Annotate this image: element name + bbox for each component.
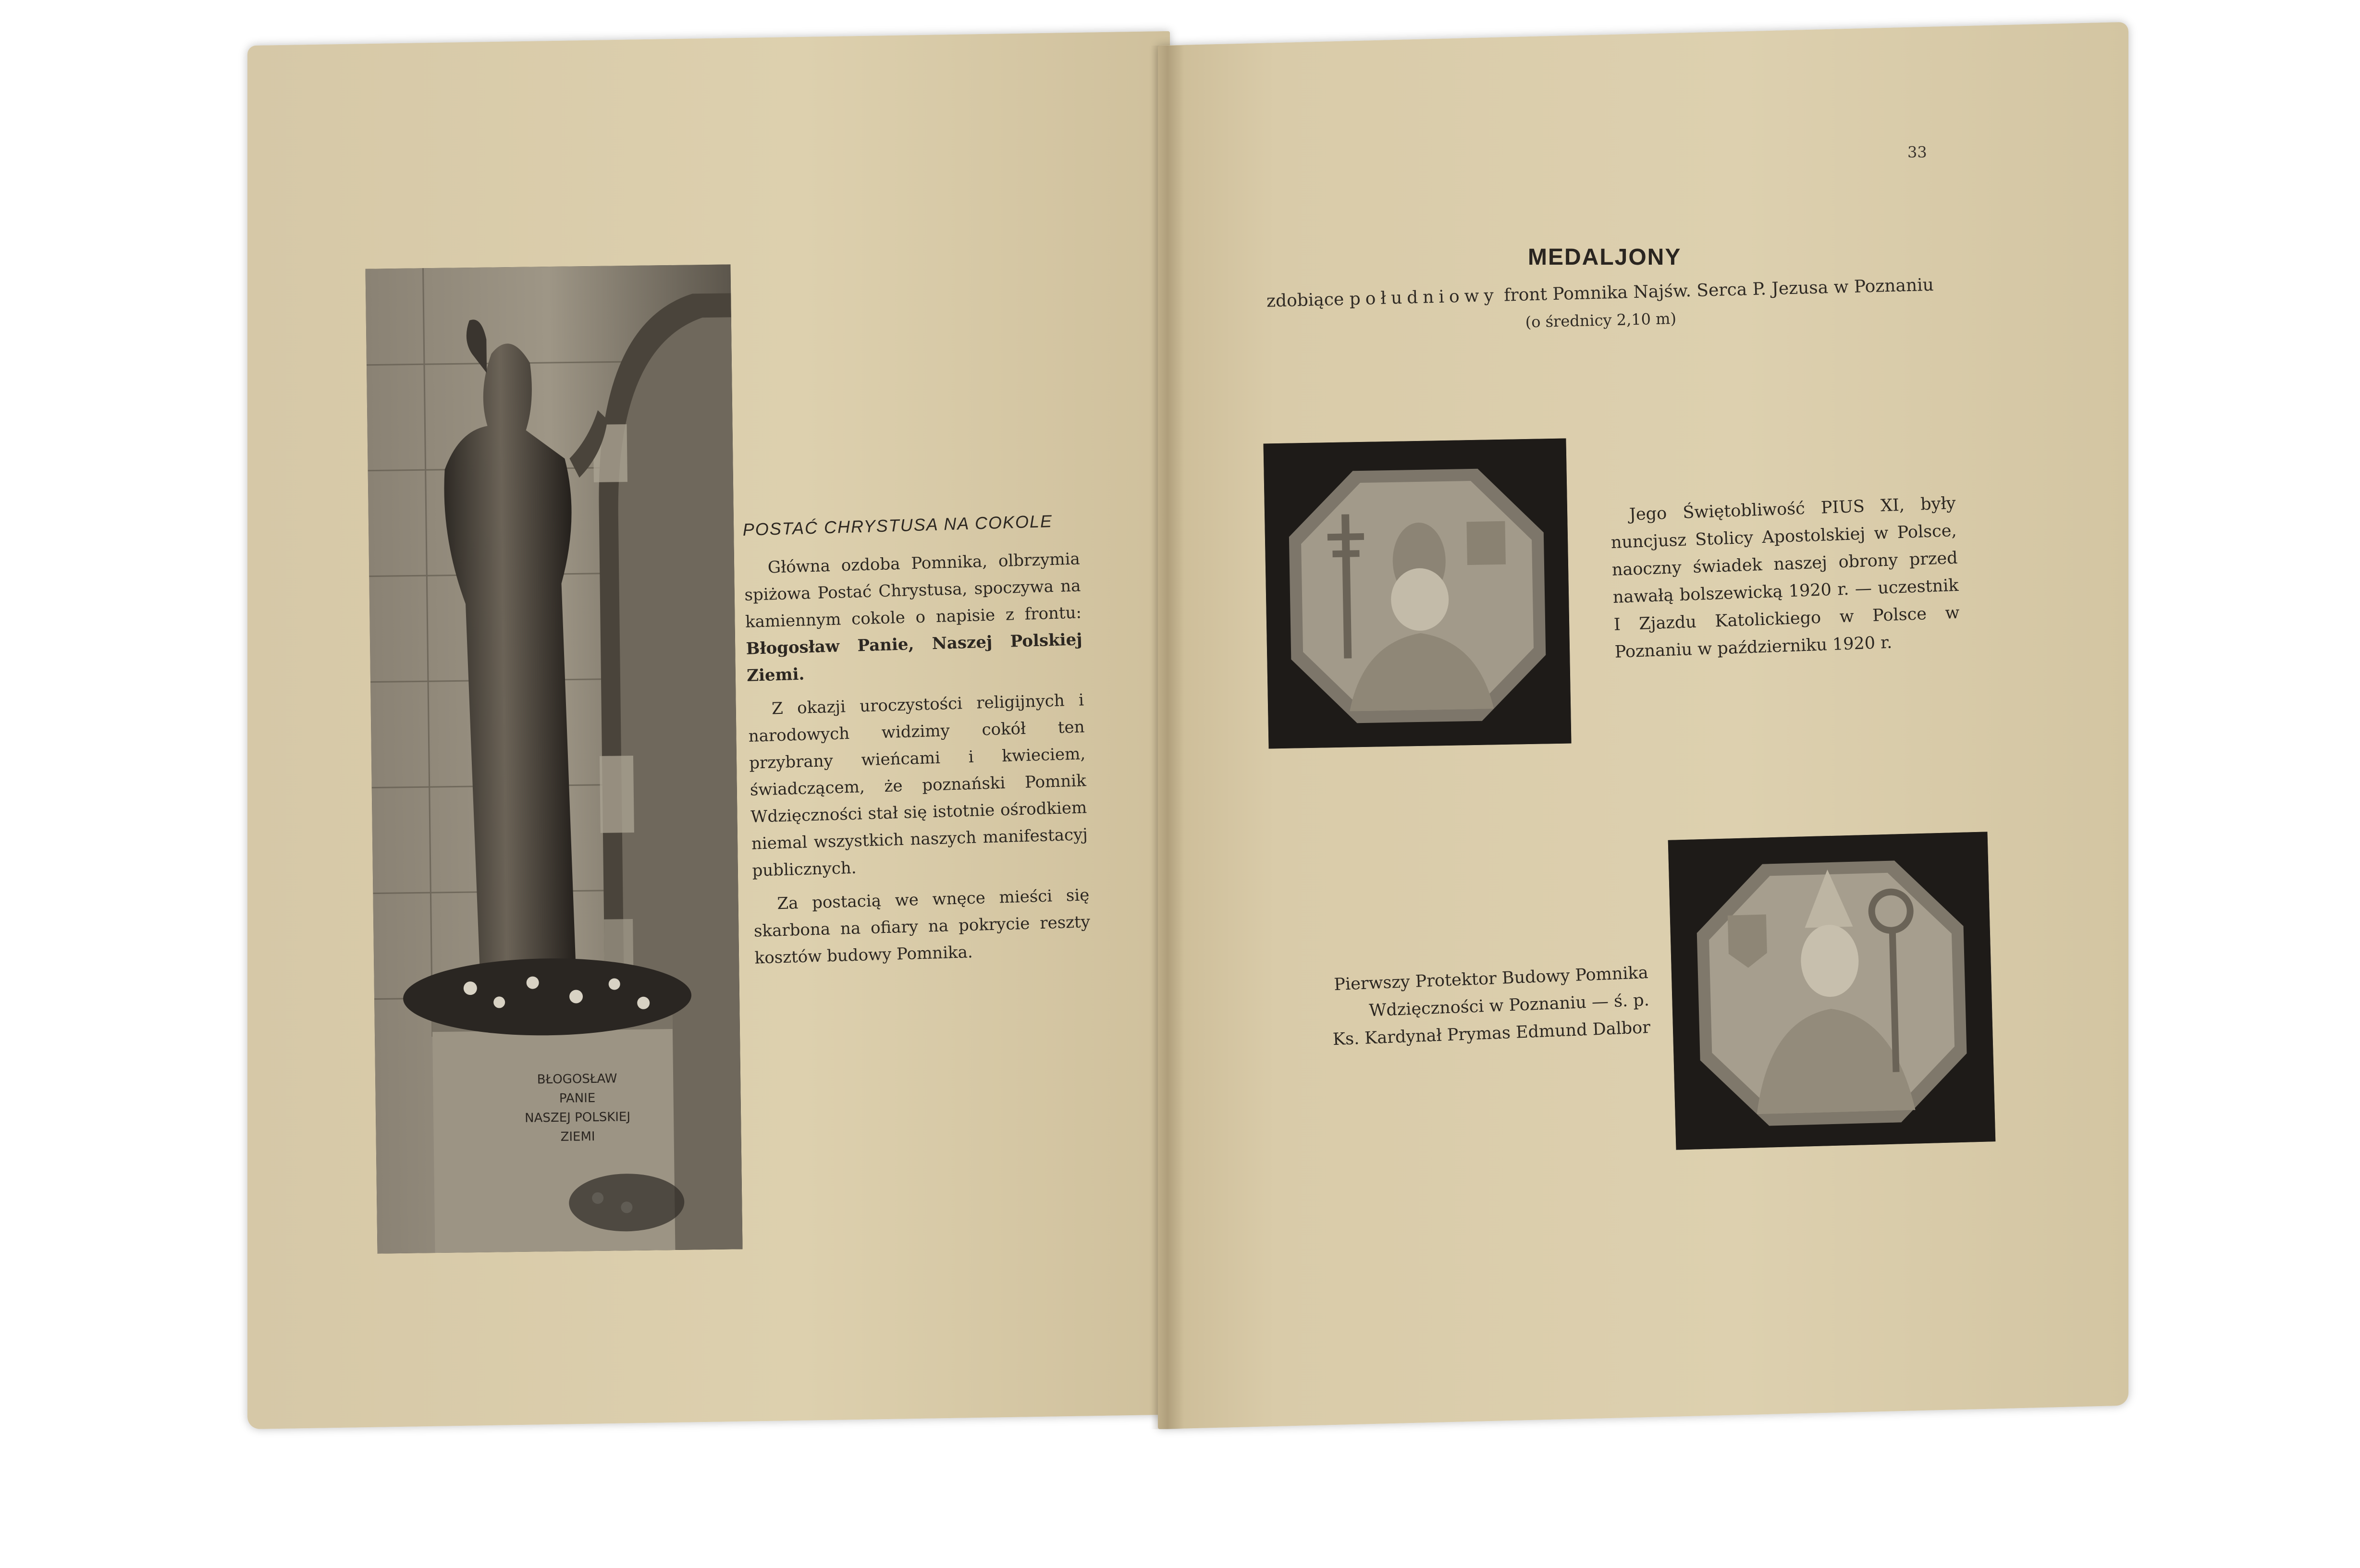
paragraph-1-text: Główna ozdoba Pomnika, olbrzymia spiżowa Postać Chrystusa, spoczywa na kamiennym cokole o napisie z frontu: — [744, 549, 1082, 632]
caption-2-line-2: Ks. Kardynał Prymas Edmund Dalbor — [1332, 1017, 1651, 1050]
page-title: MEDALJONY — [1528, 245, 1682, 270]
paragraph-1 — [743, 545, 1083, 689]
subtitle-suffix: front Pomnika Najśw. Serca P. Jezusa w Poznaniu — [1498, 275, 1934, 306]
statue-description — [742, 507, 1092, 978]
paragraph-2: Z okazji uroczystości religijnych i narodowych widzimy cokół ten przybrany wieńcami i kwieciem, świadczącem, że poznański Pomnik Wdzięczności stał się istotnie ośrodkiem niemal wszystkich naszych manifestacyj publicznych. — [748, 690, 1088, 881]
christ-statue-photo — [366, 264, 743, 1253]
pedestal-text-line-3: NASZEJ POLSKIEJ — [525, 1110, 631, 1126]
medallion-dalbor-photo — [1668, 832, 1996, 1150]
paragraph-3: Za postacią we wnęce mieści się skarbona na ofiary na pokrycie reszty kosztów budowy Pomnika. — [753, 885, 1091, 968]
subtitle-prefix: zdobiące — [1266, 289, 1350, 311]
pedestal-text-line-4: ZIEMI — [560, 1129, 595, 1144]
caption-2-line-1: Pierwszy Protektor Budowy Pomnika Wdzięczności w Poznaniu — ś. p. — [1333, 963, 1650, 1021]
section-heading: POSTAĆ CHRYSTUSA NA COKOLE — [742, 511, 1053, 539]
pedestal-text-line-2: PANIE — [559, 1090, 596, 1106]
medallion-pius-xi-caption — [1610, 490, 1961, 666]
pedestal-text-line-1: BŁOGOSŁAW — [537, 1071, 617, 1087]
medallion-dalbor-caption — [1297, 959, 1651, 1055]
caption-1-text: Jego Świętobliwość PIUS XI, były nuncjusz Stolicy Apostolskiej w Polsce, naoczny świadek naszej obrony przed nawałą bolszewicką 1920 r. — uczestnik I Zjazdu Katolickiego w Polsce w Poznaniu w październiku 1920 r. — [1610, 493, 1960, 662]
subtitle-diameter: (o średnicy 2,10 m) — [1525, 309, 1677, 331]
pedestal-inscription-quote: Błogosław Panie, Naszej Polskiej Ziemi. — [746, 630, 1082, 686]
subtitle-spaced-word: południowy — [1349, 285, 1499, 309]
page-number: 33 — [1907, 143, 1927, 161]
medallion-pius-xi-photo — [1264, 439, 1572, 749]
